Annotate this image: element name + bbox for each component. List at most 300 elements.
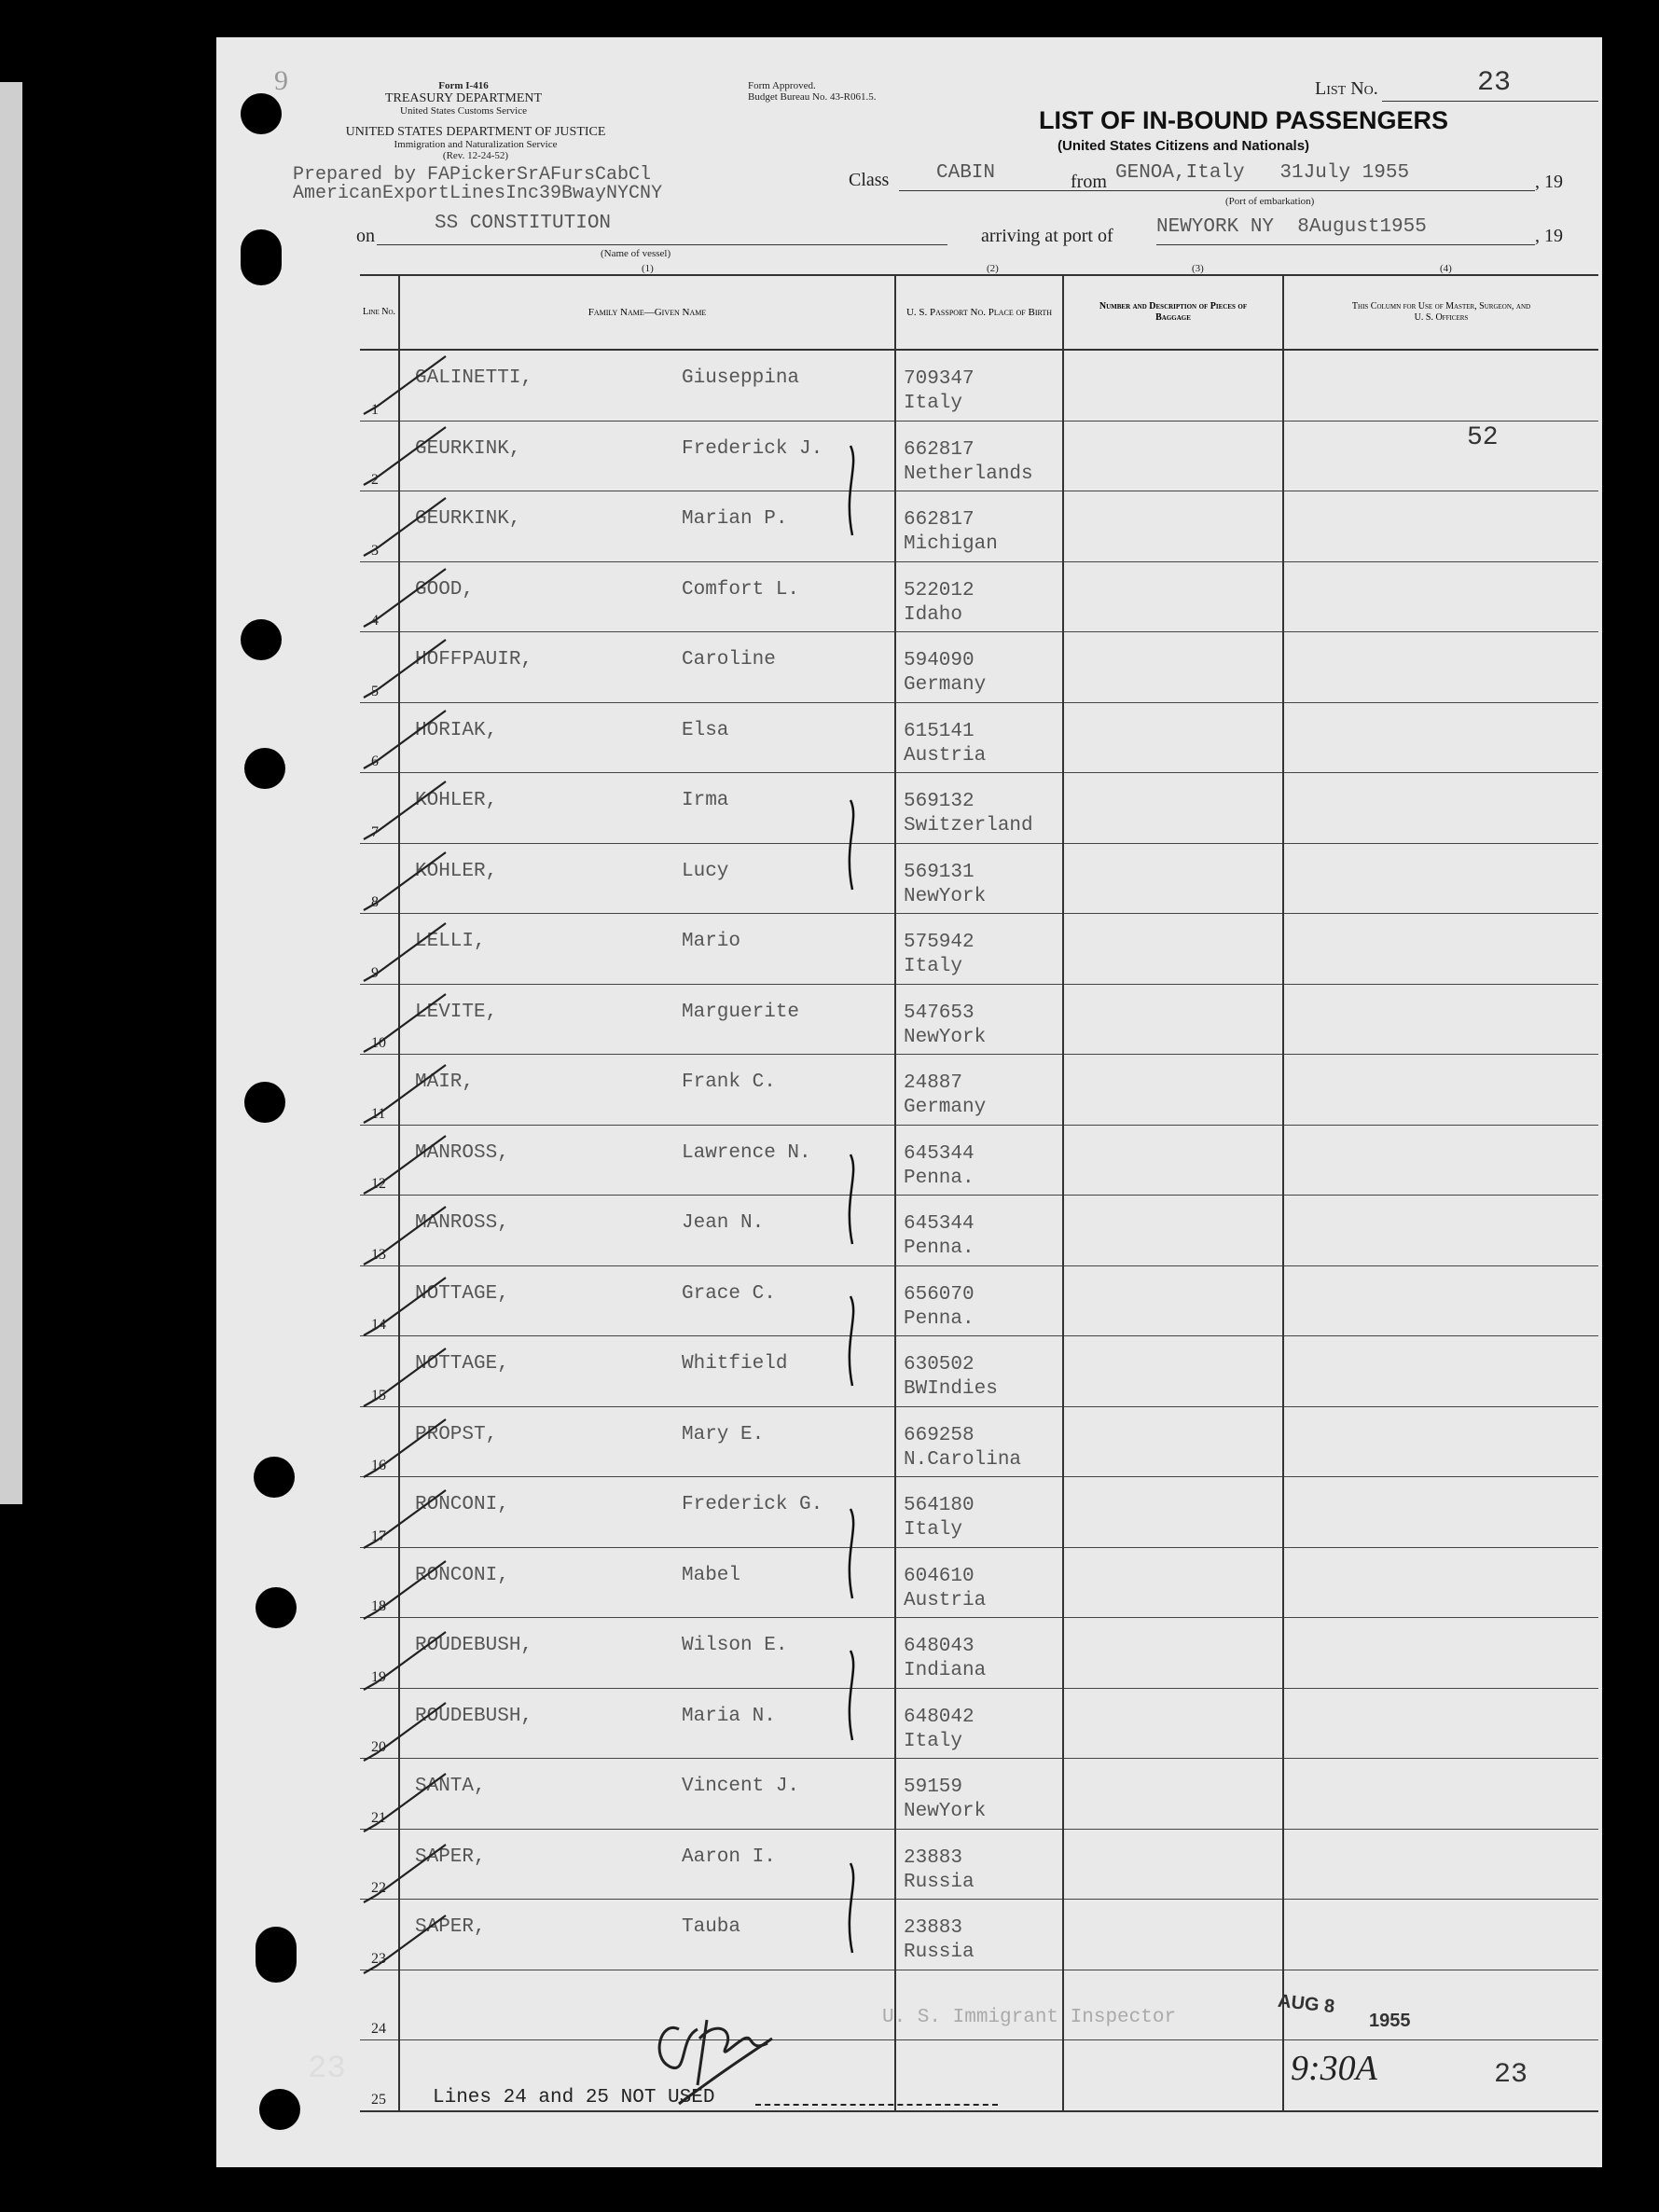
family-name: KOHLER,: [415, 790, 498, 811]
place-of-birth: Penna.: [904, 1307, 975, 1330]
place-of-birth: N.Carolina: [904, 1448, 1022, 1471]
table-row: [360, 1477, 1598, 1548]
table-row: [360, 1125, 1598, 1196]
baggage-cell: [1063, 1900, 1283, 1970]
name-cell: [399, 702, 895, 773]
punch-hole: [241, 619, 282, 660]
table-row: [360, 914, 1598, 985]
passport-cell: [895, 1406, 1063, 1477]
officers-cell: [1283, 702, 1598, 773]
baggage-cell: [1063, 491, 1283, 562]
vessel-underline: [377, 244, 947, 245]
given-name: Jean N.: [682, 1212, 765, 1234]
line-number: 25: [371, 2091, 386, 2108]
passport-number: 23883: [904, 1917, 963, 1939]
family-name: GEURKINK,: [415, 437, 521, 460]
line-no-cell: [360, 914, 399, 985]
name-cell: [399, 561, 895, 632]
table-row: [360, 1265, 1598, 1336]
passport-cell: [895, 1829, 1063, 1900]
col-num-1: (1): [642, 263, 654, 274]
passport-number: 645344: [904, 1213, 975, 1235]
from-label: from: [1071, 172, 1107, 192]
name-cell: [399, 491, 895, 562]
line-number: 22: [371, 1880, 386, 1896]
baggage-cell: [1063, 773, 1283, 844]
vessel-caption: (Name of vessel): [601, 248, 671, 259]
baggage-cell: [1063, 1618, 1283, 1689]
family-name: LEVITE,: [415, 1001, 498, 1023]
line-number: 14: [371, 1317, 386, 1333]
justice-header: [336, 125, 615, 161]
line-no-cell: [360, 1829, 399, 1900]
family-name: RONCONI,: [415, 1564, 509, 1586]
passport-block: [904, 1635, 986, 1683]
table-row: [360, 1688, 1598, 1759]
family-name: NOTTAGE,: [415, 1353, 509, 1375]
name-cell: [399, 1618, 895, 1689]
arriving-value: NEWYORK NY 8August1955: [1156, 216, 1427, 238]
name-cell: [399, 1055, 895, 1126]
form-approval: [748, 80, 876, 103]
passport-number: 630502: [904, 1354, 975, 1376]
baggage-cell: [1063, 1265, 1283, 1336]
place-of-birth: Italy: [904, 393, 963, 414]
passport-block: [904, 579, 975, 628]
scan-edge-strip: [0, 82, 22, 1504]
given-name: Aaron I.: [682, 1846, 776, 1868]
family-name: MAIR,: [415, 1071, 475, 1093]
from-value: GENOA,Italy 31July 1955: [1115, 162, 1410, 184]
passport-block: [904, 1916, 975, 1965]
table-row: [360, 1618, 1598, 1689]
place-of-birth: NewYork: [904, 1026, 987, 1048]
line-number: 20: [371, 1739, 386, 1755]
given-name: Vincent J.: [682, 1776, 800, 1797]
baggage-cell: [1063, 1336, 1283, 1407]
from-underline: [1115, 190, 1535, 191]
lines-not-used: Lines 24 and 25 NOT USED: [433, 2087, 715, 2108]
officers-cell: [1283, 421, 1598, 491]
officers-cell: [1283, 350, 1598, 421]
baggage-cell: [1063, 984, 1283, 1055]
officers-cell: [1283, 1829, 1598, 1900]
line-no-cell: [360, 1970, 399, 2040]
officers-cell: [1283, 1125, 1598, 1196]
col-header-name: Family Name—Given Name: [399, 275, 895, 350]
baggage-cell: [1063, 1125, 1283, 1196]
given-name: Lawrence N.: [682, 1141, 811, 1164]
passport-block: [904, 720, 986, 768]
list-no-underline: [1382, 101, 1598, 102]
punch-hole: [254, 1457, 295, 1498]
baggage-cell: [1063, 421, 1283, 491]
table-row: [360, 1829, 1598, 1900]
budget-bureau: Budget Bureau No. 43-R061.5.: [748, 91, 877, 103]
officers-cell: [1283, 1265, 1598, 1336]
passport-block: [904, 1212, 975, 1261]
passport-block: [904, 1353, 998, 1402]
name-cell: [399, 1477, 895, 1548]
margin-mark: 9: [274, 65, 288, 96]
inspector-caption: U. S. Immigrant Inspector: [882, 2007, 1177, 2028]
empty-cell: [895, 2040, 1063, 2111]
passport-block: [904, 1002, 986, 1050]
officers-cell: [1283, 984, 1598, 1055]
prepared-by-line1: Prepared by FAPickerSrAFursCabCl: [293, 164, 652, 186]
line-no-cell: [360, 2040, 399, 2111]
passport-block: [904, 1494, 975, 1542]
table-row: [360, 491, 1598, 562]
stamp-year: 1955: [1369, 2011, 1411, 2031]
given-name: Comfort L.: [682, 578, 800, 601]
line-number: 13: [371, 1246, 386, 1263]
passport-cell: [895, 1055, 1063, 1126]
punch-hole: [244, 1082, 285, 1123]
passport-cell: [895, 1547, 1063, 1618]
place-of-birth: Italy: [904, 1519, 963, 1541]
officers-cell: [1283, 1900, 1598, 1970]
table-row: [360, 843, 1598, 914]
table-row: [360, 984, 1598, 1055]
name-cell: [399, 1336, 895, 1407]
family-name: GOOD,: [415, 578, 475, 601]
table-row: [360, 421, 1598, 491]
baggage-cell: [1063, 561, 1283, 632]
passport-number: 564180: [904, 1495, 975, 1516]
passport-cell: [895, 1196, 1063, 1266]
table-row: [360, 1406, 1598, 1477]
officers-cell: [1283, 1055, 1598, 1126]
officers-cell: [1283, 1547, 1598, 1618]
given-name: Frederick J.: [682, 437, 823, 460]
passport-number: 569132: [904, 791, 975, 812]
customs-service: United States Customs Service: [400, 105, 527, 117]
list-no-right: 23: [1494, 2059, 1528, 2091]
line-number: 4: [371, 613, 379, 629]
passport-cell: [895, 1618, 1063, 1689]
port-embarkation-caption: (Port of embarkation): [1225, 196, 1315, 207]
baggage-cell: [1063, 1759, 1283, 1830]
name-cell: [399, 914, 895, 985]
passport-block: [904, 649, 986, 698]
line-number: 7: [371, 823, 379, 840]
passport-cell: [895, 1336, 1063, 1407]
passport-cell: [895, 773, 1063, 844]
baggage-cell: [1063, 914, 1283, 985]
line-no-cell: [360, 1477, 399, 1548]
baggage-cell: [1063, 1688, 1283, 1759]
vessel-name: SS CONSTITUTION: [435, 213, 612, 234]
officers-cell: [1283, 843, 1598, 914]
table-row: [360, 1336, 1598, 1407]
arrival-time: 9:30A: [1291, 2049, 1377, 2088]
line-number: 21: [371, 1809, 386, 1826]
given-name: Giuseppina: [682, 367, 800, 389]
passport-number: 709347: [904, 368, 975, 390]
table-row: [360, 1055, 1598, 1126]
passport-number: 575942: [904, 932, 975, 953]
name-cell: [399, 1265, 895, 1336]
passport-cell: [895, 702, 1063, 773]
punch-hole: [241, 229, 282, 285]
officers-cell: [1283, 914, 1598, 985]
baggage-cell: [1063, 1547, 1283, 1618]
name-cell: [399, 1829, 895, 1900]
table-row: [360, 632, 1598, 703]
passport-number: 648043: [904, 1636, 975, 1657]
passport-block: [904, 861, 986, 909]
col-header-line-no: Line No.: [360, 275, 399, 350]
name-cell: [399, 1688, 895, 1759]
line-number: 5: [371, 683, 379, 699]
line-number: 16: [371, 1458, 386, 1473]
line-no-cell: [360, 632, 399, 703]
passport-cell: [895, 914, 1063, 985]
form-approved: Form Approved.: [748, 80, 816, 91]
place-of-birth: BWIndies: [904, 1378, 998, 1400]
officer-note: 52: [1467, 422, 1499, 452]
ins-service: Immigration and Naturalization Service: [394, 139, 558, 150]
passport-cell: [895, 1900, 1063, 1970]
family-name: GEURKINK,: [415, 508, 521, 530]
place-of-birth: Italy: [904, 1730, 963, 1752]
punch-hole: [259, 2089, 300, 2130]
passport-cell: [895, 491, 1063, 562]
from-year: , 19: [1535, 172, 1563, 192]
given-name: Wilson E.: [682, 1635, 788, 1656]
list-no-value: 23: [1477, 67, 1512, 99]
line-no-cell: [360, 1406, 399, 1477]
punch-hole: [256, 1587, 297, 1628]
place-of-birth: Austria: [904, 1589, 987, 1611]
given-name: Grace C.: [682, 1282, 776, 1305]
place-of-birth: Germany: [904, 674, 987, 696]
officers-cell: [1283, 1406, 1598, 1477]
line-no-cell: [360, 491, 399, 562]
line-number: 9: [371, 964, 379, 981]
baggage-cell: [1063, 1477, 1283, 1548]
passport-cell: [895, 1688, 1063, 1759]
passport-block: [904, 367, 975, 416]
family-name: GALINETTI,: [415, 367, 533, 389]
passport-cell: [895, 350, 1063, 421]
line-no-cell: [360, 1618, 399, 1689]
name-cell: [399, 1547, 895, 1618]
passport-number: 604610: [904, 1565, 975, 1587]
given-name: Whitfield: [682, 1353, 788, 1375]
prepared-by-line2: AmericanExportLinesInc39BwayNYCNY: [293, 183, 663, 204]
name-cell: [399, 1196, 895, 1266]
passport-cell: [895, 1265, 1063, 1336]
place-of-birth: Italy: [904, 956, 963, 977]
officers-cell: [1283, 1618, 1598, 1689]
line-no-cell: [360, 1900, 399, 1970]
name-cell: [399, 632, 895, 703]
col-num-3: (3): [1192, 263, 1204, 274]
line-no-cell: [360, 1125, 399, 1196]
line-no-cell: [360, 561, 399, 632]
col-header-passport: U. S. Passport No. Place of Birth: [895, 275, 1063, 350]
baggage-cell: [1063, 1829, 1283, 1900]
passport-block: [904, 438, 1033, 487]
table-row-unused: [360, 1970, 1598, 2040]
line-number: 18: [371, 1598, 386, 1614]
officers-cell: [1283, 491, 1598, 562]
table-row: [360, 1759, 1598, 1830]
line-number: 12: [371, 1176, 386, 1192]
table-row: [360, 561, 1598, 632]
place-of-birth: Russia: [904, 1871, 975, 1893]
officers-cell: [1283, 561, 1598, 632]
form-number: Form I-416: [438, 80, 489, 91]
line-number: 3: [371, 542, 379, 559]
passport-cell: [895, 1125, 1063, 1196]
officers-cell: [1283, 1688, 1598, 1759]
passport-block: [904, 508, 998, 557]
passport-block: [904, 1142, 975, 1191]
officers-cell: [1283, 1759, 1598, 1830]
arriving-underline: [1156, 244, 1535, 245]
passport-number: 669258: [904, 1424, 975, 1446]
given-name: Marguerite: [682, 1001, 800, 1023]
name-cell: [399, 984, 895, 1055]
name-cell: [399, 1125, 895, 1196]
family-name: SAPER,: [415, 1916, 486, 1938]
place-of-birth: Penna.: [904, 1237, 975, 1259]
family-name: ROUDEBUSH,: [415, 1705, 533, 1727]
line-number: 8: [371, 894, 379, 910]
list-no-left: 23: [308, 2052, 346, 2087]
place-of-birth: NewYork: [904, 885, 987, 907]
given-name: Caroline: [682, 649, 776, 671]
line-number: 6: [371, 753, 379, 769]
passport-number: 569131: [904, 861, 975, 883]
form-header: [352, 80, 575, 117]
officers-cell: [1283, 1196, 1598, 1266]
empty-cell: [895, 1970, 1063, 2040]
place-of-birth: Switzerland: [904, 815, 1033, 836]
given-name: Frank C.: [682, 1071, 776, 1093]
place-of-birth: Indiana: [904, 1660, 987, 1681]
family-name: SANTA,: [415, 1776, 486, 1797]
passport-cell: [895, 843, 1063, 914]
given-name: Marian P.: [682, 508, 788, 530]
place-of-birth: Michigan: [904, 533, 998, 555]
place-of-birth: Netherlands: [904, 463, 1033, 485]
stamp-date: AUG 8: [1277, 1990, 1336, 2018]
passport-number: 59159: [904, 1777, 963, 1798]
line-number: 15: [371, 1387, 386, 1403]
passport-number: 656070: [904, 1283, 975, 1306]
passport-number: 522012: [904, 579, 975, 601]
passport-cell: [895, 1477, 1063, 1548]
line-number: 24: [371, 2021, 386, 2037]
arriving-label: arriving at port of: [981, 226, 1113, 246]
given-name: Mabel: [682, 1564, 741, 1586]
line-no-cell: [360, 773, 399, 844]
col-header-officers: This Column for Use of Master, Surgeon, and U. S. Officers: [1283, 275, 1598, 350]
list-subtitle: (United States Citizens and Nationals): [1058, 138, 1310, 154]
baggage-cell: [1063, 632, 1283, 703]
given-name: Mario: [682, 931, 741, 952]
line-no-cell: [360, 1336, 399, 1407]
passport-cell: [895, 1759, 1063, 1830]
passport-number: 594090: [904, 650, 975, 671]
empty-cell: [1063, 1970, 1283, 2040]
passport-block: [904, 1846, 975, 1895]
line-no-cell: [360, 1759, 399, 1830]
list-title: LIST OF IN-BOUND PASSENGERS: [1039, 106, 1449, 134]
justice-department: UNITED STATES DEPARTMENT OF JUSTICE: [345, 125, 606, 139]
passport-block: [904, 1565, 986, 1613]
passenger-table: [360, 274, 1598, 2112]
line-number: 10: [371, 1035, 386, 1051]
line-no-cell: [360, 984, 399, 1055]
table-row: [360, 702, 1598, 773]
line-no-cell: [360, 1055, 399, 1126]
table-header-row: [360, 275, 1598, 350]
on-label: on: [356, 226, 375, 246]
family-name: PROPST,: [415, 1423, 498, 1445]
passport-number: 662817: [904, 438, 975, 461]
line-no-cell: [360, 1547, 399, 1618]
family-name: RONCONI,: [415, 1494, 509, 1515]
passport-number: 645344: [904, 1142, 975, 1165]
place-of-birth: NewYork: [904, 1801, 987, 1822]
passport-block: [904, 1071, 986, 1120]
family-name: KOHLER,: [415, 860, 498, 882]
baggage-cell: [1063, 350, 1283, 421]
baggage-cell: [1063, 1406, 1283, 1477]
passport-number: 648042: [904, 1706, 975, 1728]
given-name: Elsa: [682, 719, 729, 741]
line-no-cell: [360, 843, 399, 914]
passport-cell: [895, 421, 1063, 491]
passport-block: [904, 1283, 975, 1332]
passport-number: 24887: [904, 1072, 963, 1094]
place-of-birth: Germany: [904, 1097, 987, 1118]
line-number: 11: [371, 1105, 386, 1122]
table-row: [360, 350, 1598, 421]
line-no-cell: [360, 350, 399, 421]
place-of-birth: Penna.: [904, 1167, 975, 1189]
given-name: Mary E.: [682, 1423, 765, 1445]
treasury-department: TREASURY DEPARTMENT: [384, 91, 543, 105]
not-used-dash-line: [755, 2104, 998, 2107]
officers-cell: [1283, 1336, 1598, 1407]
given-name: Irma: [682, 790, 729, 811]
baggage-cell: [1063, 843, 1283, 914]
table-row: [360, 773, 1598, 844]
passport-number: 615141: [904, 720, 975, 742]
class-value: CABIN: [936, 162, 996, 184]
passport-cell: [895, 561, 1063, 632]
family-name: ROUDEBUSH,: [415, 1635, 533, 1656]
passenger-list-page: [216, 37, 1602, 2167]
name-cell: [399, 1759, 895, 1830]
place-of-birth: Russia: [904, 1942, 975, 1963]
line-number: 17: [371, 1528, 386, 1544]
punch-hole: [256, 1927, 297, 1983]
passport-block: [904, 1776, 986, 1824]
revision-date: (Rev. 12-24-52): [442, 150, 509, 161]
baggage-cell: [1063, 1055, 1283, 1126]
name-cell: [399, 350, 895, 421]
line-number: 2: [371, 472, 379, 488]
passport-block: [904, 931, 975, 979]
family-name: HORIAK,: [415, 719, 498, 741]
